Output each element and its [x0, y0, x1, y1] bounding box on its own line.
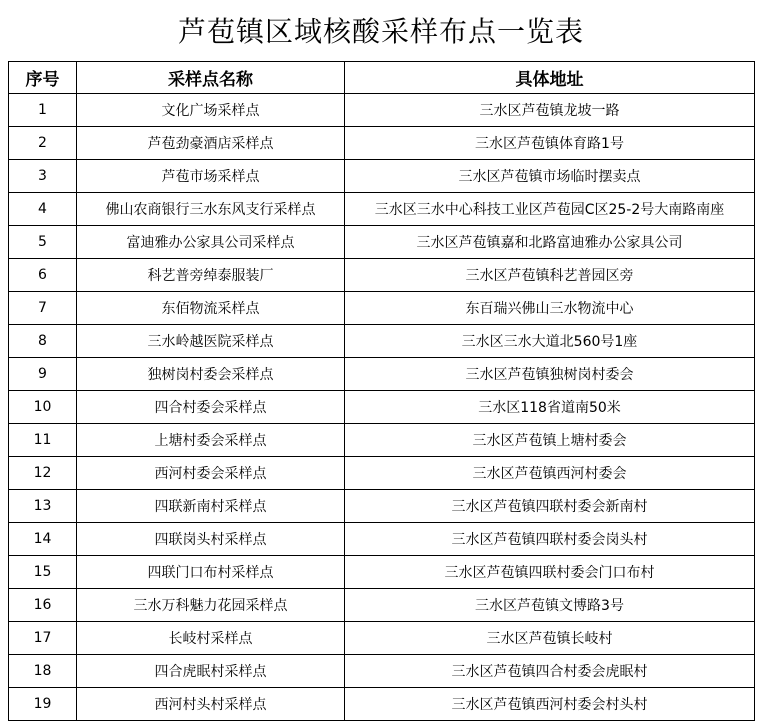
table-row: [9, 424, 755, 457]
site-name-cell: 佛山农商银行三水东风支行采样点: [77, 193, 345, 226]
site-name-cell: 长岐村采样点: [77, 622, 345, 655]
site-name-cell: 三水万科魅力花园采样点: [77, 589, 345, 622]
site-name-cell: 富迪雅办公家具公司采样点: [77, 226, 345, 259]
address-cell: 三水区芦苞镇四联村委会门口布村: [345, 556, 755, 589]
sampling-sites-table: [8, 61, 755, 721]
address-cell: 东百瑞兴佛山三水物流中心: [345, 292, 755, 325]
address-cell: 三水区芦苞镇西河村委会村头村: [345, 688, 755, 721]
row-number-cell: 7: [9, 292, 77, 325]
site-name-cell: 四联门口布村采样点: [77, 556, 345, 589]
table-row: [9, 127, 755, 160]
address-cell: 三水区118省道南50米: [345, 391, 755, 424]
table-row: [9, 226, 755, 259]
table-row: [9, 589, 755, 622]
column-header-number: 序号: [9, 62, 77, 94]
table-header-row: [9, 62, 755, 94]
table-row: [9, 523, 755, 556]
site-name-cell: 芦苞市场采样点: [77, 160, 345, 193]
address-cell: 三水区芦苞镇四联村委会岗头村: [345, 523, 755, 556]
address-cell: 三水区芦苞镇市场临时摆卖点: [345, 160, 755, 193]
address-cell: 三水区芦苞镇上塘村委会: [345, 424, 755, 457]
table-row: [9, 688, 755, 721]
site-name-cell: 科艺普旁绰泰服装厂: [77, 259, 345, 292]
table-row: [9, 292, 755, 325]
address-cell: 三水区芦苞镇文博路3号: [345, 589, 755, 622]
table-row: [9, 391, 755, 424]
table-row: [9, 259, 755, 292]
site-name-cell: 东佰物流采样点: [77, 292, 345, 325]
site-name-cell: 文化广场采样点: [77, 94, 345, 127]
table-row: [9, 193, 755, 226]
table-row: [9, 655, 755, 688]
row-number-cell: 6: [9, 259, 77, 292]
table-row: [9, 160, 755, 193]
site-name-cell: 四联新南村采样点: [77, 490, 345, 523]
row-number-cell: 11: [9, 424, 77, 457]
address-cell: 三水区芦苞镇四联村委会新南村: [345, 490, 755, 523]
site-name-cell: 四联岗头村采样点: [77, 523, 345, 556]
row-number-cell: 15: [9, 556, 77, 589]
table-row: [9, 622, 755, 655]
row-number-cell: 4: [9, 193, 77, 226]
page-title: 芦苞镇区域核酸采样布点一览表: [177, 15, 584, 48]
column-header-site-name: 采样点名称: [77, 62, 345, 94]
column-header-address: 具体地址: [345, 62, 755, 94]
site-name-cell: 芦苞劲豪酒店采样点: [77, 127, 345, 160]
table-row: [9, 556, 755, 589]
row-number-cell: 2: [9, 127, 77, 160]
address-cell: 三水区芦苞镇长岐村: [345, 622, 755, 655]
row-number-cell: 17: [9, 622, 77, 655]
address-cell: 三水区三水大道北560号1座: [345, 325, 755, 358]
address-cell: 三水区芦苞镇嘉和北路富迪雅办公家具公司: [345, 226, 755, 259]
row-number-cell: 19: [9, 688, 77, 721]
site-name-cell: 四合虎眠村采样点: [77, 655, 345, 688]
table-row: [9, 325, 755, 358]
row-number-cell: 8: [9, 325, 77, 358]
address-cell: 三水区芦苞镇四合村委会虎眠村: [345, 655, 755, 688]
row-number-cell: 13: [9, 490, 77, 523]
address-cell: 三水区芦苞镇体育路1号: [345, 127, 755, 160]
site-name-cell: 三水岭越医院采样点: [77, 325, 345, 358]
site-name-cell: 四合村委会采样点: [77, 391, 345, 424]
row-number-cell: 16: [9, 589, 77, 622]
site-name-cell: 西河村头村采样点: [77, 688, 345, 721]
table-row: [9, 490, 755, 523]
address-cell: 三水区芦苞镇独树岗村委会: [345, 358, 755, 391]
table-row: [9, 358, 755, 391]
site-name-cell: 上塘村委会采样点: [77, 424, 345, 457]
site-name-cell: 独树岗村委会采样点: [77, 358, 345, 391]
address-cell: 三水区芦苞镇科艺普园区旁: [345, 259, 755, 292]
row-number-cell: 14: [9, 523, 77, 556]
site-name-cell: 西河村委会采样点: [77, 457, 345, 490]
row-number-cell: 1: [9, 94, 77, 127]
row-number-cell: 9: [9, 358, 77, 391]
row-number-cell: 18: [9, 655, 77, 688]
table-row: [9, 94, 755, 127]
address-cell: 三水区芦苞镇龙坡一路: [345, 94, 755, 127]
address-cell: 三水区三水中心科技工业区芦苞园C区25-2号大南路南座: [345, 193, 755, 226]
table-body: [9, 94, 755, 721]
row-number-cell: 10: [9, 391, 77, 424]
row-number-cell: 5: [9, 226, 77, 259]
row-number-cell: 3: [9, 160, 77, 193]
row-number-cell: 12: [9, 457, 77, 490]
table-row: [9, 457, 755, 490]
address-cell: 三水区芦苞镇西河村委会: [345, 457, 755, 490]
